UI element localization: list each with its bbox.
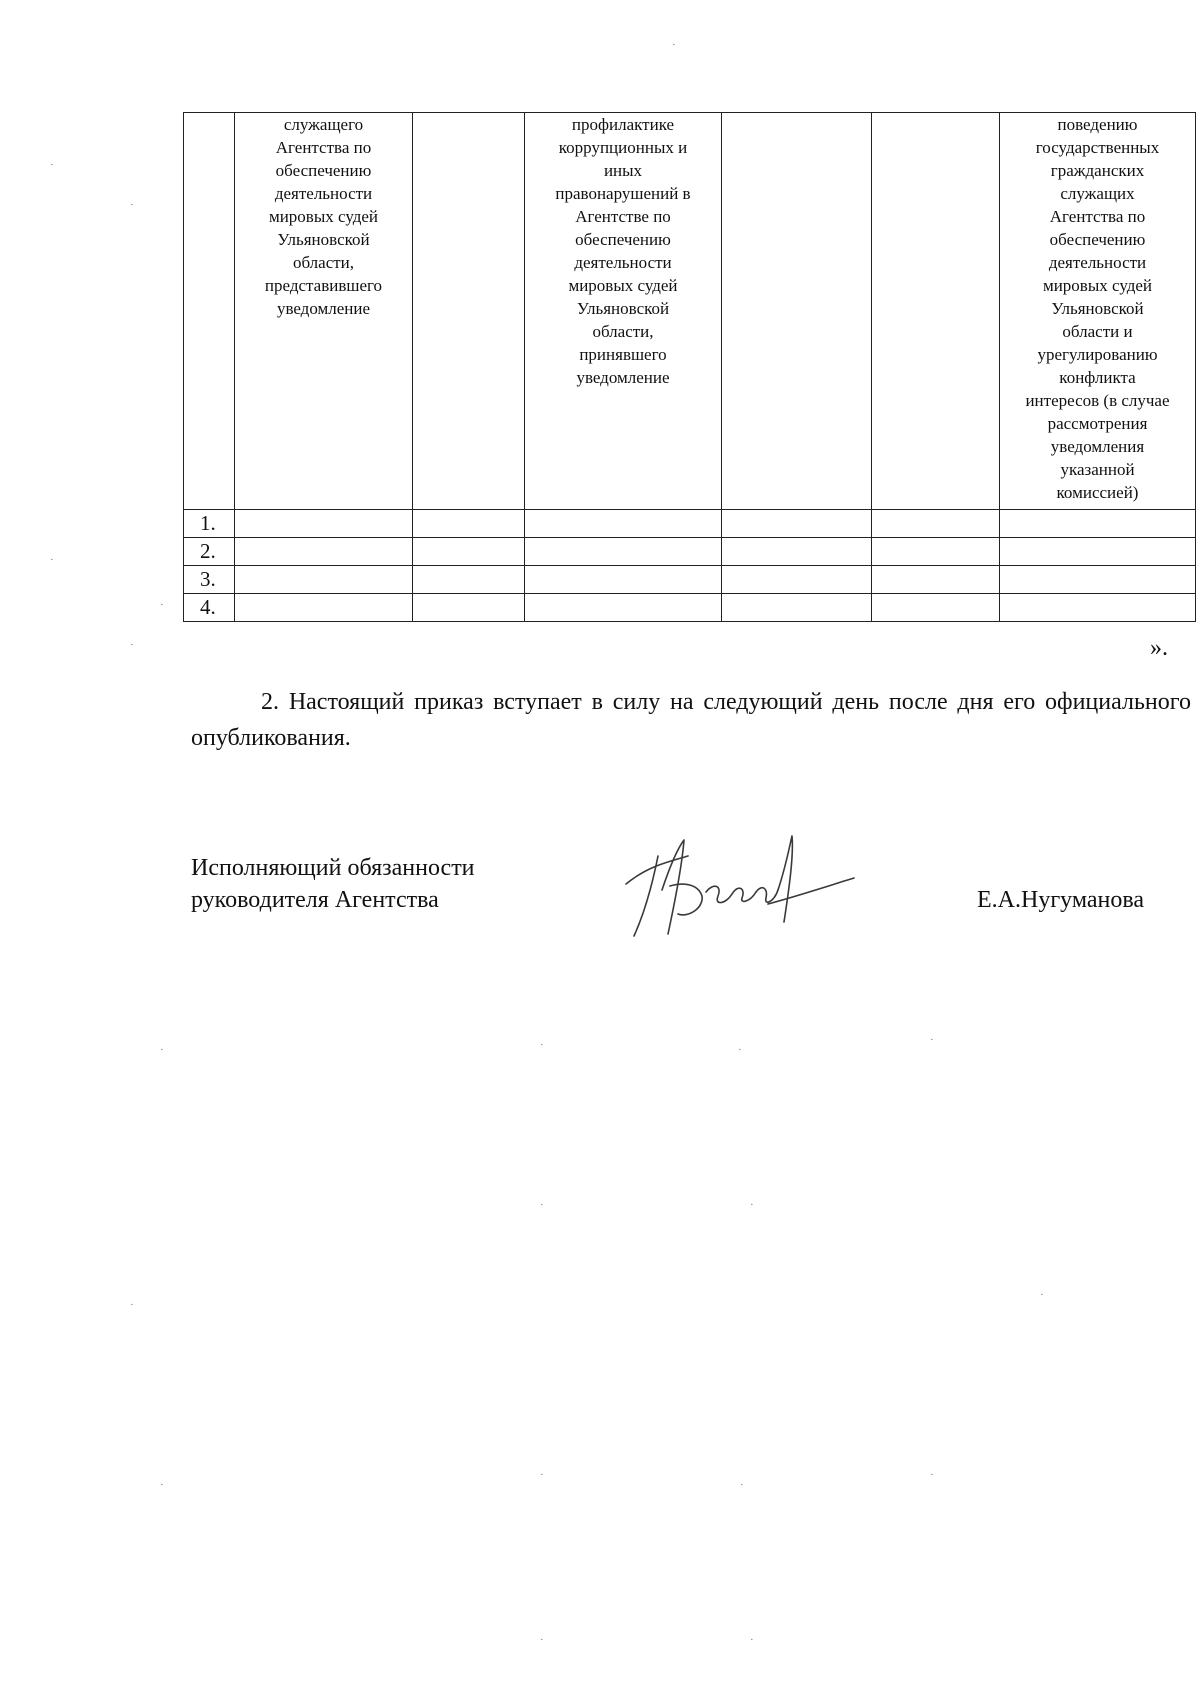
signatory-name: Е.А.Нугуманова	[977, 887, 1145, 913]
table-cell	[722, 510, 872, 538]
header-cell-commission: поведению государственных гражданских служащих Агентства по обеспечению деятельности мировых судей Ульяновской области и урегулированию конфликта интересов (в случае рассмотрения уведомления указанной комиссией)	[1000, 113, 1196, 510]
table-cell	[722, 566, 872, 594]
table-cell	[525, 538, 722, 566]
scan-speck: ·	[130, 199, 134, 211]
table-row	[184, 538, 1196, 566]
scan-speck: ·	[740, 1479, 744, 1491]
table-cell	[235, 566, 413, 594]
header-cell-3	[413, 113, 525, 510]
scan-speck: ·	[540, 1634, 544, 1646]
table-cell	[722, 594, 872, 622]
scan-speck: ·	[1040, 1289, 1044, 1301]
scan-speck: ·	[540, 1469, 544, 1481]
table-cell	[1000, 538, 1196, 566]
scan-speck: ·	[50, 554, 54, 566]
table-cell	[413, 566, 525, 594]
header-cell-number	[184, 113, 235, 510]
table-cell	[525, 594, 722, 622]
row-number: 2.	[184, 538, 235, 566]
scan-speck: ·	[930, 1469, 934, 1481]
scan-speck: ·	[160, 1479, 164, 1491]
scan-speck: ·	[130, 1299, 134, 1311]
table-row	[184, 594, 1196, 622]
table-cell	[1000, 510, 1196, 538]
table-cell	[1000, 594, 1196, 622]
table-row	[184, 566, 1196, 594]
closing-quote: ».	[1150, 635, 1168, 661]
scan-speck: ·	[750, 1199, 754, 1211]
scan-speck: ·	[540, 1039, 544, 1051]
scan-speck: ·	[160, 599, 164, 611]
header-cell-receiver: профилактике коррупционных и иных правонарушений в Агентстве по обеспечению деятельности мировых судей Ульяновской области, принявшего уведомление	[525, 113, 722, 510]
handwritten-signature	[618, 826, 858, 946]
table-cell	[235, 594, 413, 622]
table-cell	[872, 594, 1000, 622]
table-cell	[722, 538, 872, 566]
table-cell	[235, 538, 413, 566]
header-cell-6	[872, 113, 1000, 510]
row-number: 1.	[184, 510, 235, 538]
signatory-position: Исполняющий обязанности руководителя Агентства	[191, 855, 475, 913]
scan-speck: ·	[930, 1034, 934, 1046]
table-cell	[525, 510, 722, 538]
scan-speck: ·	[130, 639, 134, 651]
table-cell	[413, 510, 525, 538]
table-cell	[525, 566, 722, 594]
row-number: 4.	[184, 594, 235, 622]
scan-speck: ·	[50, 159, 54, 171]
table-header-row	[184, 113, 1196, 510]
scan-speck: ·	[750, 1634, 754, 1646]
table-cell	[872, 510, 1000, 538]
table-cell	[1000, 566, 1196, 594]
table-row	[184, 510, 1196, 538]
register-table	[183, 112, 1196, 622]
scan-speck: ·	[672, 39, 676, 51]
table-cell	[872, 566, 1000, 594]
table-cell	[413, 538, 525, 566]
scan-speck: ·	[540, 1199, 544, 1211]
table-cell	[235, 510, 413, 538]
header-cell-employee: служащего Агентства по обеспечению деятельности мировых судей Ульяновской области, представившего уведомление	[235, 113, 413, 510]
order-paragraph: 2. Настоящий приказ вступает в силу на следующий день после дня его официального опубликования.	[191, 689, 1191, 751]
scan-speck: ·	[160, 1044, 164, 1056]
table-cell	[872, 538, 1000, 566]
row-number: 3.	[184, 566, 235, 594]
table-cell	[413, 594, 525, 622]
scan-speck: ·	[738, 1044, 742, 1056]
header-cell-5	[722, 113, 872, 510]
